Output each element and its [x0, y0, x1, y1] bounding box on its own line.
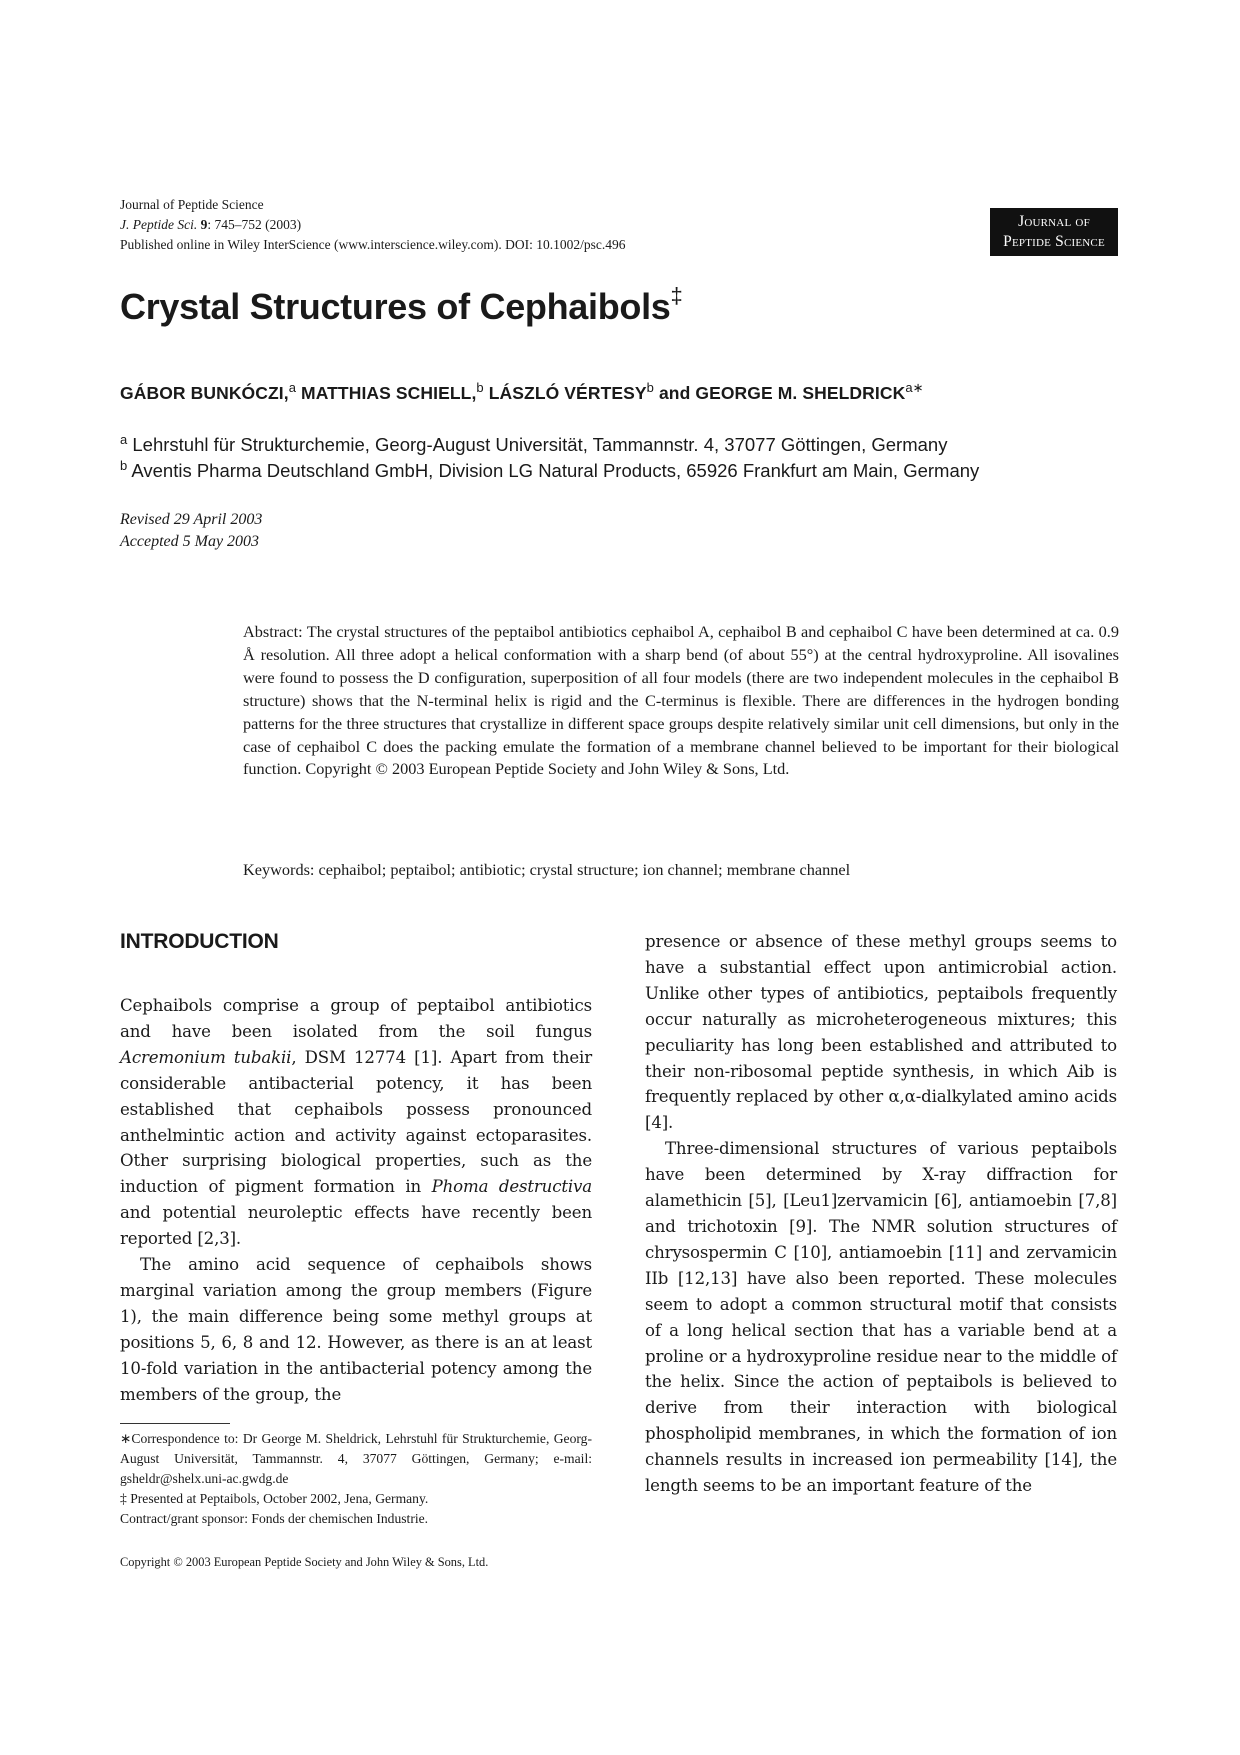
- paragraph: Cephaibols comprise a group of peptaibol antibiotics and have been isolated from the soil fungus Acremonium tubakii, DSM 12774 [1]. Apart from their considerable antibacterial potency, it has been established that cephaibols possess pronounced anthelmintic action and activity against ectoparasites. Other surprising biological properties, such as the induction of pigment formation in Phoma destructiva and potential neuroleptic effects have recently been reported [2,3].: [120, 996, 592, 1249]
- author-name: GÁBOR BUNKÓCZI,: [120, 383, 289, 403]
- author-name: and GEORGE M. SHELDRICK: [654, 383, 906, 403]
- paragraph: Three-dimensional structures of various peptaibols have been determined by X-ray diffraction for alamethicin [5], [Leu1]zervamicin [6], antiamoebin [7,8] and trichotoxin [9]. The NMR solution structures of chrysospermin C [10], antiamoebin [11] and zervamicin IIb [12,13] have also been reported. These molecules seem to adopt a common structural motif that consists of a long helical section that has a variable bend at a proline or a hydroxyproline residue near to the middle of the helix. Since the action of peptaibols is believed to derive from their interaction with biological phospholipid membranes, in which the formation of ion channels results in increased ion permeability [14], the length seems to be an important feature of the: [645, 1139, 1117, 1496]
- sponsor-footnote: Contract/grant sponsor: Fonds der chemischen Industrie.: [120, 1511, 429, 1526]
- author-affil-mark: b: [646, 380, 655, 395]
- left-column: [120, 993, 592, 1408]
- affiliation-text: Lehrstuhl für Strukturchemie, Georg-August Universität, Tammannstr. 4, 37077 Göttingen, Germany: [132, 434, 948, 455]
- paragraph: presence or absence of these methyl groups seems to have a substantial effect upon antimicrobial action. Unlike other types of antibiotics, peptaibols frequently occur naturally as microheterogeneous mixtures; this peculiarity has long been established and attributed to their non-ribosomal peptide synthesis, in which Aib is frequently replaced by other α,α-dialkylated amino acids [4].: [645, 932, 1117, 1133]
- journal-header: [120, 195, 625, 255]
- footnote-divider: [120, 1423, 230, 1424]
- article-title: Crystal Structures of Cephaibols‡: [120, 283, 683, 327]
- paragraph: The amino acid sequence of cephaibols shows marginal variation among the group members (Figure 1), the main difference being some methyl groups at positions 5, 6, 8 and 12. However, as there is an at least 10-fold variation in the antibacterial potency among the members of the group, the: [120, 1255, 592, 1404]
- affiliation-mark: a: [120, 432, 128, 447]
- author-affil-mark: a∗: [905, 380, 924, 395]
- abstract: Abstract: The crystal structures of the peptaibol antibiotics cephaibol A, cephaibol B and cephaibol C have been determined at ca. 0.9 Å resolution. All three adopt a helical conformation with a sharp bend (of about 55°) at the central hydroxyproline. All isovalines were found to possess the D configuration, superposition of all four models (there are two independent molecules in the cephaibol B structure) shows that the N-terminal helix is rigid and the C-terminus is flexible. There are differences in the hydrogen bonding patterns for the three structures that crystallize in different space groups despite relatively similar unit cell dimensions, but only in the case of cephaibol C does the packing emulate the formation of a membrane channel believed to be important for their biological function. Copyright © 2003 European Peptide Society and John Wiley & Sons, Ltd.: [243, 622, 1119, 779]
- article-dates: [120, 509, 262, 553]
- publication-info: Published online in Wiley InterScience (www.interscience.wiley.com). DOI: 10.1002/psc.496: [120, 237, 626, 252]
- presented-footnote: ‡ Presented at Peptaibols, October 2002, Jena, Germany.: [120, 1491, 429, 1506]
- species-name: Phoma destructiva: [431, 1177, 592, 1197]
- affiliation: [120, 458, 979, 484]
- section-heading: INTRODUCTION: [120, 930, 279, 953]
- author-affil-mark: b: [476, 380, 484, 395]
- right-column: [645, 929, 1117, 1499]
- logo-line-1: Journal of: [1018, 213, 1090, 230]
- revised-date: Revised 29 April 2003: [120, 511, 263, 528]
- page-copyright: Copyright © 2003 European Peptide Society and John Wiley & Sons, Ltd.: [120, 1555, 489, 1569]
- citation-volume: 9: [200, 217, 208, 232]
- author-list: [120, 380, 924, 404]
- accepted-date: Accepted 5 May 2003: [120, 533, 260, 550]
- journal-logo: [990, 208, 1118, 256]
- affiliation-mark: b: [120, 458, 128, 473]
- species-name: Acremonium tubakii: [120, 1047, 292, 1067]
- title-footnote-mark: ‡: [670, 283, 683, 308]
- affiliations: [120, 432, 979, 484]
- correspondence-footnote: ∗Correspondence to: Dr George M. Sheldrick, Lehrstuhl für Strukturchemie, Georg-August Universität, Tammannstr. 4, 37077 Göttingen, Germany; e-mail: gsheldr@shelx.uni-ac.gwdg.de: [120, 1431, 592, 1486]
- affiliation: [120, 432, 979, 458]
- author-name: LÁSZLÓ VÉRTESY: [483, 383, 647, 403]
- citation-pages: : 745–752 (2003): [207, 217, 302, 232]
- citation-journal: J. Peptide Sci.: [120, 217, 198, 232]
- footnotes: [120, 1429, 592, 1529]
- affiliation-text: Aventis Pharma Deutschland GmbH, Division LG Natural Products, 65926 Frankfurt am Main, Germany: [131, 460, 980, 481]
- keywords: Keywords: cephaibol; peptaibol; antibiotic; crystal structure; ion channel; membrane channel: [243, 860, 851, 879]
- logo-line-2: Peptide Science: [1003, 233, 1105, 250]
- author-affil-mark: a: [288, 380, 297, 395]
- citation: [120, 215, 625, 235]
- author-name: MATTHIAS SCHIELL,: [296, 383, 477, 403]
- journal-name: Journal of Peptide Science: [120, 197, 264, 212]
